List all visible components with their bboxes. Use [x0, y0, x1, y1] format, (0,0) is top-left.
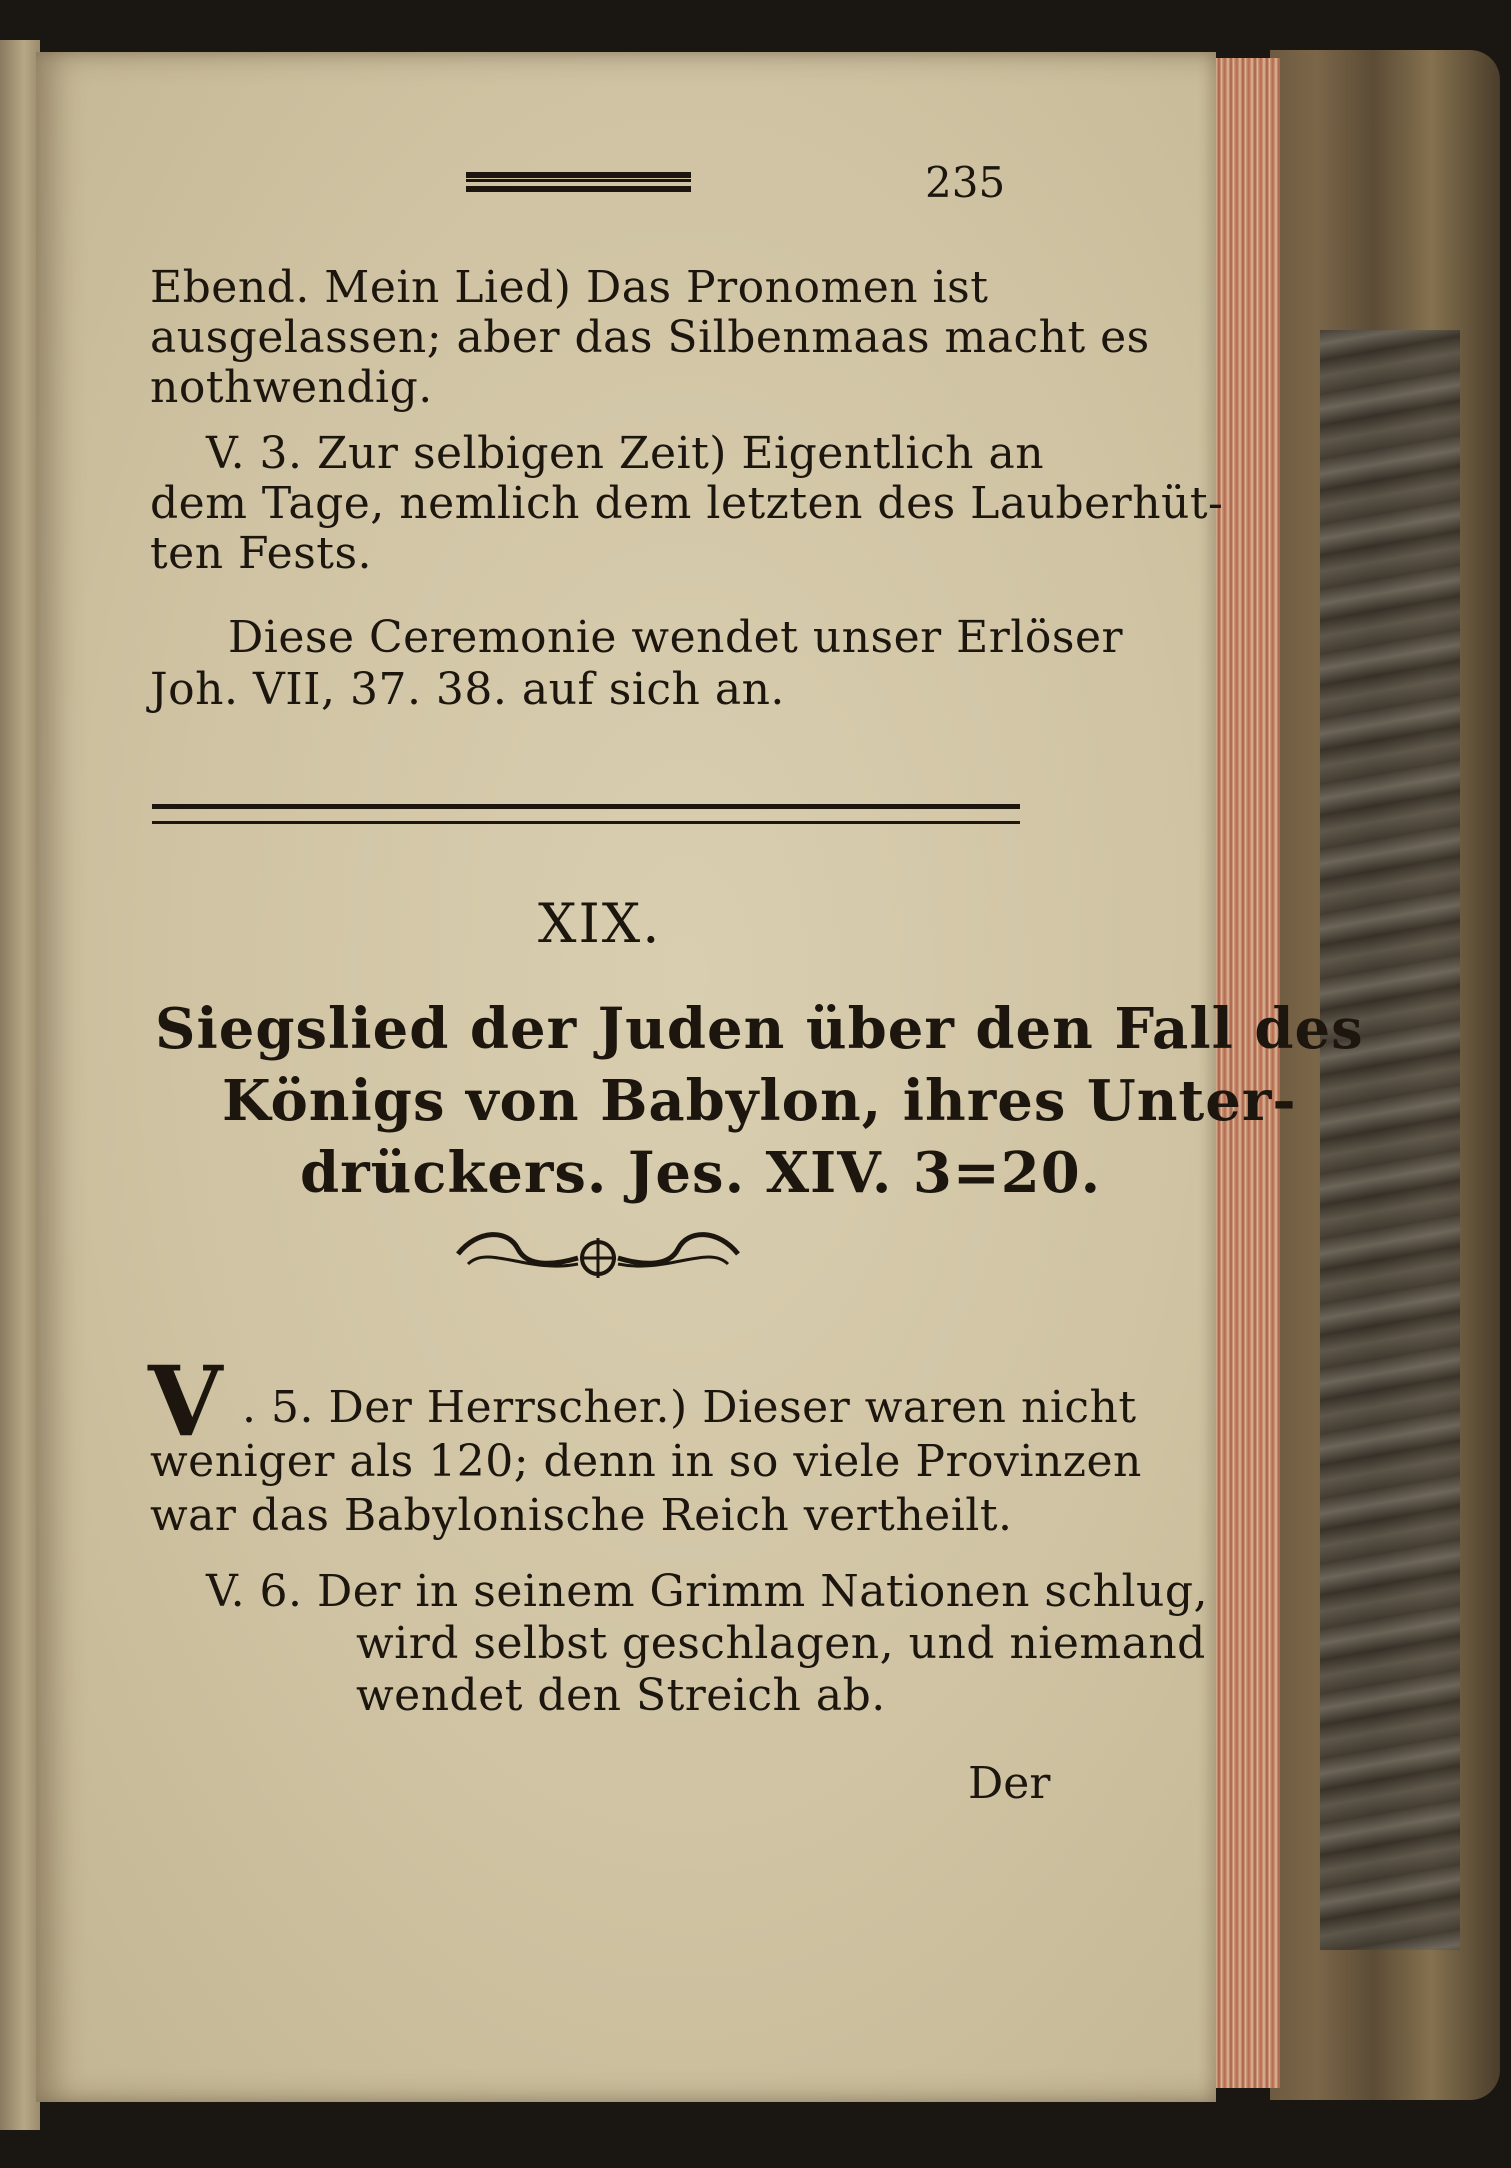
text-line: V. 6. Der in seinem Grimm Nationen schlug,	[206, 1566, 1209, 1617]
text-line: wird selbst geschlagen, und niemand	[356, 1618, 1206, 1669]
title-line: drückers. Jes. XIV. 3=20.	[300, 1140, 1102, 1206]
text-line: V. 3. Zur selbigen Zeit) Eigentlich an	[206, 428, 1045, 479]
text-line: Joh. VII, 37. 38. auf sich an.	[150, 664, 785, 715]
title-line: Königs von Babylon, ihres Unter-	[222, 1068, 1297, 1134]
text-line: nothwendig.	[150, 362, 433, 413]
section-rule	[152, 804, 1020, 824]
text-line: war das Babylonische Reich vertheilt.	[150, 1490, 1013, 1541]
text-line: . 5. Der Herrscher.) Dieser waren nicht	[242, 1382, 1137, 1433]
cover-marbling	[1320, 330, 1460, 1950]
header-rule	[466, 172, 691, 192]
text-line: dem Tage, nemlich dem letzten des Lauberhüt-	[150, 478, 1224, 529]
facing-page-edge	[0, 40, 40, 2130]
catchword: Der	[968, 1758, 1051, 1809]
text-line: wendet den Streich ab.	[356, 1670, 886, 1721]
text-line: ausgelassen; aber das Silbenmaas macht es	[150, 312, 1150, 363]
section-numeral: XIX.	[538, 892, 662, 955]
page-number: 235	[925, 158, 1006, 207]
text-line: ten Fests.	[150, 528, 373, 579]
text-line: Ebend. Mein Lied) Das Pronomen ist	[150, 262, 989, 313]
drop-initial: V	[148, 1345, 223, 1458]
title-line: Siegslied der Juden über den Fall des	[155, 996, 1364, 1062]
ornament-icon	[448, 1224, 748, 1284]
text-line: weniger als 120; denn in so viele Provinzen	[150, 1436, 1142, 1487]
text-line: Diese Ceremonie wendet unser Erlöser	[228, 612, 1124, 663]
